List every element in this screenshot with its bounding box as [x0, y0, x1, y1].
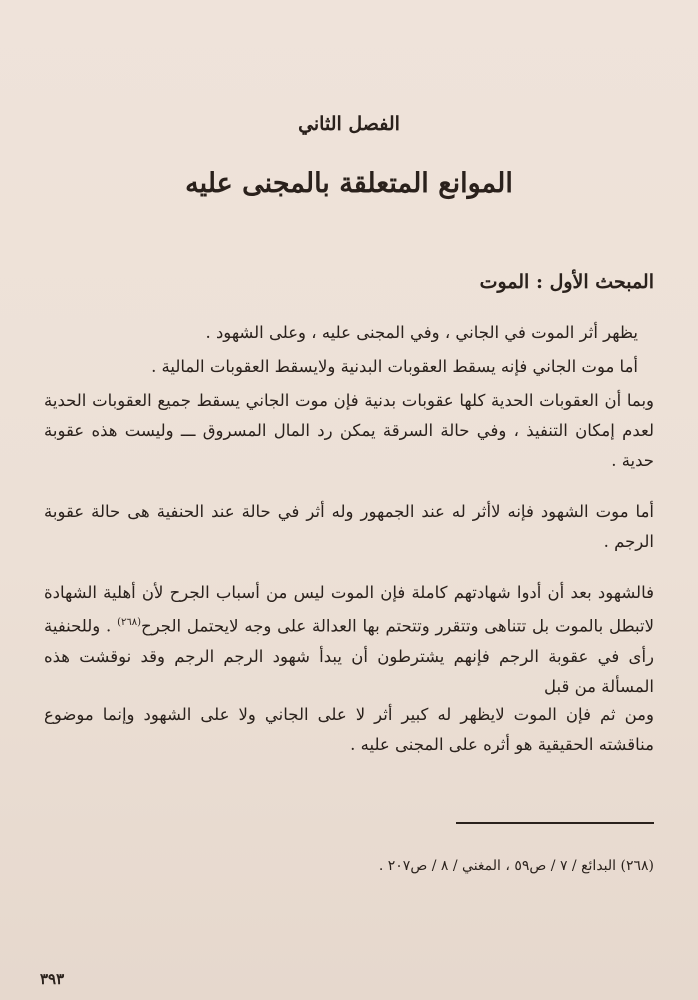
paragraph-4: أما موت الشهود فإنه لاأثر له عند الجمهور وله أثر في حالة عند الحنفية هى حالة عقوبة الرجم .: [44, 502, 654, 551]
paragraph-5-part-b: . وللحنفية رأى في عقوبة الرجم فإنهم يشترطون أن يبدأ شهود الرجم الرجم وقد نوقشت هذه المسألة من قبل: [44, 616, 654, 696]
chapter-heading: الفصل الثاني: [298, 113, 400, 135]
paragraph-2: أما موت الجاني فإنه يسقط العقوبات البدنية ولايسقط العقوبات المالية .: [151, 357, 638, 376]
page-title: الموانع المتعلقة بالمجنى عليه: [185, 168, 513, 199]
paragraph-5: [44, 578, 654, 702]
paragraph-1: يظهر أثر الموت في الجاني ، وفي المجنى عليه ، وعلى الشهود .: [205, 323, 638, 342]
section-heading: المبحث الأول : الموت: [479, 271, 654, 293]
footnote-divider: [456, 822, 654, 824]
footnote-reference: (٢٦٨): [117, 617, 142, 628]
paragraph-6: ومن ثم فإن الموت لايظهر له كبير أثر لا على الجاني ولا على الشهود وإنما موضوع مناقشته الحقيقية هو أثره على المجنى عليه .: [44, 705, 654, 754]
footnote: (٢٦٨) البدائع / ٧ / ص٥٩ ، المغني / ٨ / ص٢٠٧ .: [378, 858, 654, 874]
paragraph-5-part-a: فالشهود بعد أن أدوا شهادتهم كاملة فإن الموت ليس من أسباب الجرح لأن أهلية الشهادة لاتبطل بالموت بل تتناهى وتتقرر وتتحتم بها العدالة على وجه لايحتمل الجرح: [44, 583, 654, 636]
paragraph-3: وبما أن العقوبات الحدية كلها عقوبات بدنية فإن موت الجاني يسقط جميع العقوبات الحدية لعدم إمكان التنفيذ ، وفي حالة السرقة يمكن رد المال المسروق ـــ وليست هذه عقوبة حدية .: [44, 391, 655, 470]
page-number: ٣٩٣: [40, 970, 65, 988]
